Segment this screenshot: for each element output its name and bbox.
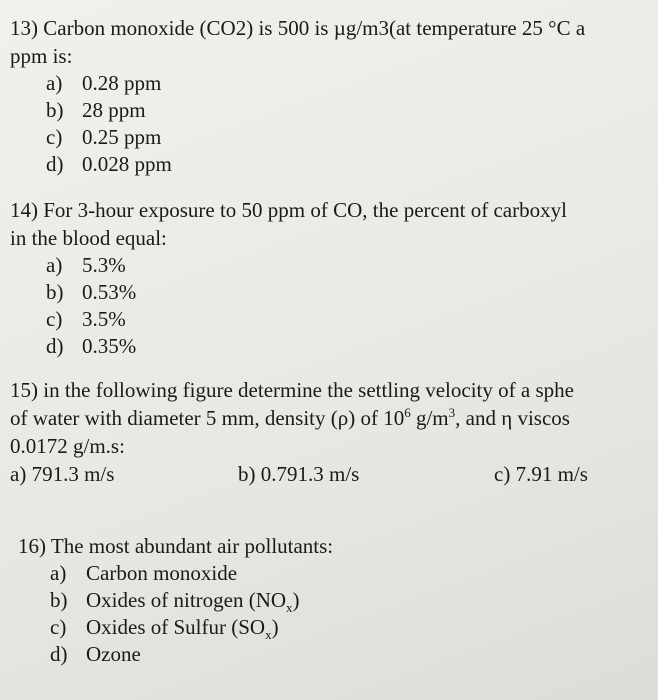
question-15-options-row — [10, 460, 658, 488]
question-14-stem-line-2: in the blood equal: — [10, 226, 167, 250]
question-16-option-a: a) Carbon monoxide — [50, 561, 238, 585]
question-16-option-d: d) Ozone — [50, 642, 141, 666]
question-14-stem-line-1: 14) For 3-hour exposure to 50 ppm of CO, the percent of carboxyl — [10, 198, 567, 222]
question-16-option-c: c) Oxides of Sulfur $(SO_x)$ — [50, 615, 279, 643]
question-14 — [10, 196, 658, 360]
question-15 — [10, 376, 658, 488]
question-14-option-a: a) 5.3% — [46, 253, 126, 277]
question-13-stem-line-2: ppm is: — [10, 44, 73, 68]
question-13 — [10, 14, 658, 178]
question-15-stem-line-1: 15) in the following figure determine the settling velocity of a sphe — [10, 378, 574, 402]
question-16-option-b: b) Oxides of nitrogen $(NO_x)$ — [50, 588, 300, 616]
question-13-option-d: d) 0.028 ppm — [46, 152, 172, 176]
question-13-option-c: c) 0.25 ppm — [46, 125, 162, 149]
question-13-option-b: b) 28 ppm — [46, 98, 146, 122]
question-15-option-c: c) 7.91 m/s — [494, 462, 588, 486]
question-14-option-b: b) 0.53% — [46, 280, 137, 304]
question-15-stem-line-3: 0.0172 g/m.s: — [10, 434, 125, 458]
question-14-option-c: c) 3.5% — [46, 307, 126, 331]
question-14-option-d: d) 0.35% — [46, 334, 137, 358]
question-16-stem: 16) The most abundant air pollutants: — [18, 534, 334, 558]
question-16 — [10, 532, 658, 668]
question-13-stem-line-1: 13) Carbon monoxide (CO2) is 500 is µg/m3(at temperature 25 °C a — [10, 16, 586, 40]
question-13-option-a: a) 0.28 ppm — [46, 71, 162, 95]
question-15-stem-line-2: of water with diameter 5 mm, density (ρ) of $10^6$ $g/m^3$, and η viscos — [10, 405, 570, 430]
question-15-option-a: a) 791.3 m/s — [10, 462, 115, 486]
question-15-option-b: b) 0.791.3 m/s — [238, 462, 360, 486]
